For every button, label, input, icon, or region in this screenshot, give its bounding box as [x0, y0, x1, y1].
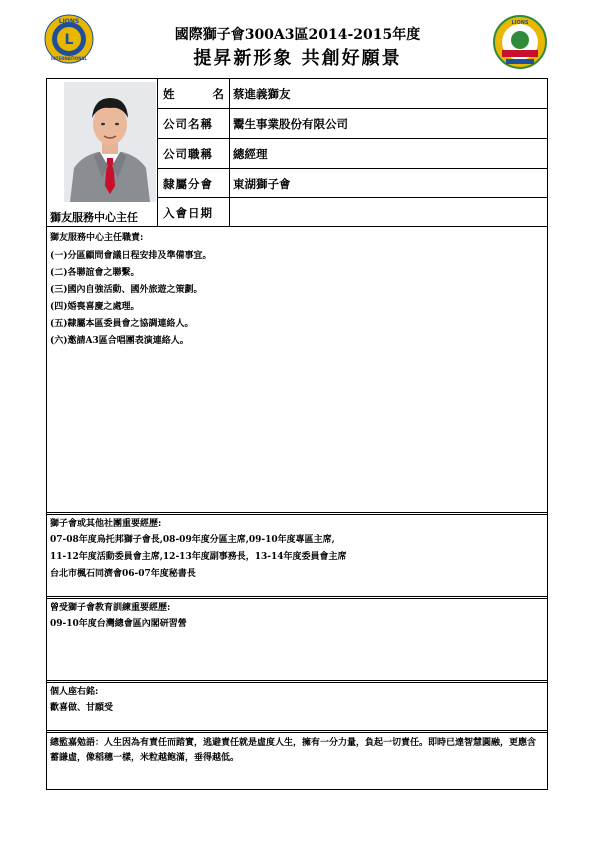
row-line-1: [157, 108, 548, 109]
section-divider-3: [46, 680, 548, 683]
training-item: 09-10年度台灣總會區內閣研習營: [50, 619, 187, 629]
row-line-5: [46, 226, 548, 227]
duty-item: (一)分區顧問會議日程安排及準備事宜。: [50, 251, 212, 261]
label-divider: [229, 78, 230, 226]
field-label-job-title: 公司職稱: [163, 147, 213, 161]
training-heading: 曾受獅子會教育訓練重要經歷:: [50, 603, 171, 613]
experience-item: 11-12年度活動委員會主席,12-13年度副事務長，13-14年度委員會主席: [50, 552, 347, 562]
duty-item: (二)各聯誼會之聯繫。: [50, 268, 140, 278]
director-words: 總監嘉勉語：人生因為有責任而踏實，逃避責任就是虛度人生，擁有一分力量，負起一切責任。即時已達智慧圓融，更應含蓄謙虛，像稻穗一樣，米粒越飽滿，垂得越低。: [50, 738, 537, 763]
experience-item: 07-08年度烏托邦獅子會長,08-09年度分區主席,09-10年度專區主席,: [50, 535, 335, 545]
experience-item: 台北市楓石同濟會06-07年度秘書長: [50, 569, 196, 579]
logo-text: LIONS: [58, 18, 80, 25]
experience-heading: 獅子會或其他社團重要經歷:: [50, 519, 162, 529]
field-label-club: 隸屬分會: [163, 177, 213, 191]
motto-text: 歡喜做、甘願受: [50, 703, 114, 713]
duty-item: (三)國內自強活動、國外旅遊之策劃。: [50, 285, 203, 295]
document-slogan: 提昇新形象 共創好願景: [193, 48, 402, 69]
logo-subtext: INTERNATIONAL: [50, 56, 88, 61]
photo-divider: [157, 78, 158, 226]
field-value-name: 蔡進義獅友: [233, 87, 291, 101]
right-logo-text: LIONS: [511, 20, 529, 26]
duties-heading: 獅友服務中心主任職責:: [50, 233, 144, 243]
document-title: 國際獅子會300A3區2014-2015年度: [174, 27, 421, 43]
section-divider-1: [46, 512, 548, 515]
motto-heading: 個人座右銘:: [50, 687, 99, 697]
row-line-3: [157, 168, 548, 169]
duty-item: (四)婚喪喜慶之處理。: [50, 302, 140, 312]
field-value-job-title: 總經理: [233, 147, 268, 161]
member-photo: [64, 82, 156, 202]
field-value-company: 鬻生事業股份有限公司: [233, 117, 348, 131]
field-value-club: 東湖獅子會: [233, 177, 291, 191]
section-divider-2: [46, 596, 548, 599]
field-label-join-date: 入會日期: [163, 206, 213, 220]
portrait-image: [64, 82, 156, 202]
duty-item: (五)隸屬本區委員會之協調連絡人。: [50, 319, 194, 329]
section-divider-4: [46, 730, 548, 733]
row-line-2: [157, 138, 548, 139]
row-line-4: [157, 197, 548, 198]
position-title: 獅友服務中心主任: [50, 211, 138, 224]
duty-item: (六)邀請A3區合唱團表演連絡人。: [50, 336, 189, 346]
field-label-company: 公司名稱: [163, 117, 213, 131]
logo-letter: L: [64, 32, 74, 48]
field-label-name: 姓 名: [163, 87, 225, 101]
